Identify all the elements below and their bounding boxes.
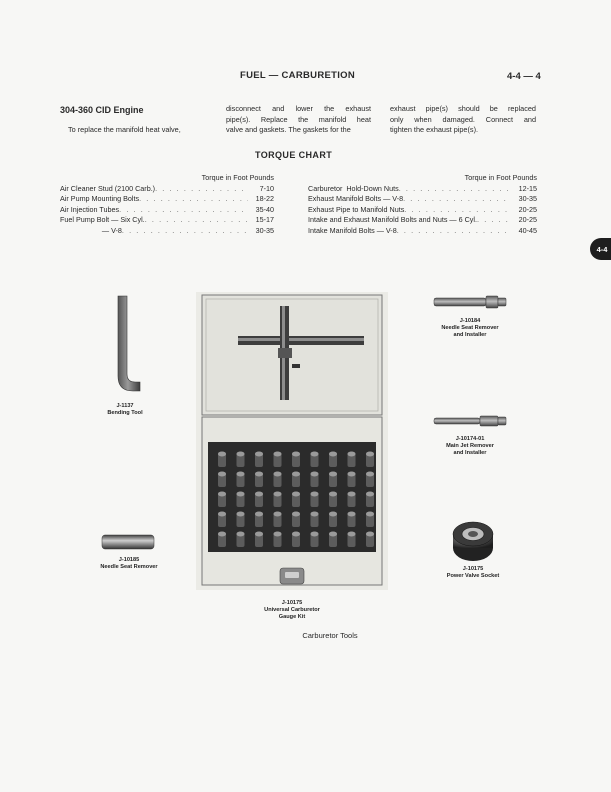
kit-jet-stud-top [366, 472, 374, 477]
main-jet-remover-image [432, 414, 508, 428]
leader-dots [477, 215, 511, 226]
kit-jet-stud-top [311, 452, 319, 457]
body-text-col2 [226, 104, 371, 136]
body-line: only when damaged. Connect and [390, 114, 536, 124]
leader-dots [119, 205, 248, 216]
kit-jet-stud-top [329, 472, 337, 477]
torque-row [308, 215, 537, 226]
tool-name: Bending Tool [107, 410, 143, 416]
torque-label: Air Injection Tubes [60, 204, 120, 214]
torque-value: 35-40 [255, 204, 274, 214]
kit-jet-stud-top [366, 452, 374, 457]
kit-jet-stud-top [218, 452, 226, 457]
needle-seat-remover-installer-image [432, 294, 508, 310]
bending-tool-image [100, 290, 150, 400]
leader-dots [139, 194, 248, 205]
kit-jet-stud-top [366, 532, 374, 537]
torque-value: 30-35 [255, 225, 274, 235]
leader-dots [145, 215, 248, 226]
kit-jet-stud-top [274, 512, 282, 517]
kit-jet-stud-top [255, 452, 263, 457]
kit-jet-stud-top [237, 532, 245, 537]
torque-chart-title: TORQUE CHART [255, 150, 333, 160]
kit-jet-stud-top [329, 452, 337, 457]
torque-value: 18-22 [255, 194, 274, 204]
power-valve-socket-caption [433, 566, 513, 580]
torque-table-right [308, 173, 537, 237]
tool-name: Universal Carburetor [264, 607, 320, 613]
kit-jet-stud-top [292, 472, 300, 477]
page-number: 4-4 — 4 [507, 71, 541, 82]
torque-value: 20-25 [518, 215, 537, 225]
tool-number: J-10175 [462, 566, 484, 572]
torque-label: Exhaust Pipe to Manifold Nuts [308, 204, 405, 214]
kit-jet-stud-top [366, 512, 374, 517]
torque-label: Air Cleaner Stud (2100 Carb.) [60, 183, 156, 193]
torque-row [60, 226, 274, 237]
torque-row [308, 226, 537, 237]
kit-jet-stud-top [218, 532, 226, 537]
tool-name: Power Valve Socket [446, 573, 500, 579]
tool-number: J-10174-01 [455, 436, 485, 442]
torque-unit-header: Torque in Foot Pounds [464, 173, 537, 182]
kit-jet-stud-top [218, 492, 226, 497]
kit-jet-stud-top [274, 532, 282, 537]
body-text-col1: To replace the manifold heat valve, [68, 125, 181, 134]
body-line: exhaust pipe(s) should be replaced [390, 104, 536, 113]
torque-row [308, 184, 537, 195]
kit-jet-stud-top [348, 492, 356, 497]
body-line: tighten the exhaust pipe(s). [390, 125, 479, 135]
tool-name: and Installer [453, 450, 487, 456]
torque-row [60, 205, 274, 216]
tool-name: Needle Seat Remover [100, 564, 158, 570]
kit-jet-stud-top [255, 472, 263, 477]
tool-name: Gauge Kit [278, 614, 306, 620]
torque-label: — V-8 [60, 225, 122, 235]
main-jet-remover-caption [430, 436, 510, 457]
kit-jet-stud-top [274, 472, 282, 477]
kit-jet-stud-top [274, 492, 282, 497]
leader-dots [399, 184, 511, 195]
torque-row [60, 184, 274, 195]
gauge-kit-case-image [196, 292, 388, 590]
needle-seat-remover-caption [92, 557, 166, 571]
torque-label: Intake and Exhaust Manifold Bolts and Nuts — 6 Cyl. [308, 215, 477, 225]
kit-jet-stud-top [348, 512, 356, 517]
torque-value: 30-35 [518, 194, 537, 204]
tool-name: Needle Seat Remover [441, 325, 499, 331]
torque-label: Fuel Pump Bolt — Six Cyl. [60, 215, 145, 225]
kit-jet-stud-top [329, 532, 337, 537]
power-valve-socket-image [450, 518, 496, 564]
tool-number: J-10184 [459, 318, 481, 324]
kit-jet-stud-top [218, 472, 226, 477]
tool-number: J-10175 [281, 600, 303, 606]
leader-dots [122, 226, 248, 237]
figure-caption: Carburetor Tools [302, 631, 358, 640]
torque-label: Carburetor Hold-Down Nuts [308, 183, 399, 193]
torque-label: Air Pump Mounting Bolts [60, 194, 140, 204]
torque-label: Exhaust Manifold Bolts — V-8 [308, 194, 404, 204]
bending-tool-caption [95, 403, 155, 417]
gauge-kit-caption [247, 600, 337, 621]
section-heading: 304-360 CID Engine [60, 105, 144, 115]
page-header-title: FUEL — CARBURETION [240, 70, 356, 81]
body-line: disconnect and lower the exhaust [226, 104, 371, 113]
body-text-col3 [390, 104, 536, 136]
kit-jet-stud-top [311, 532, 319, 537]
torque-value: 12-15 [518, 183, 537, 193]
body-line: pipe(s). Replace the manifold heat [226, 114, 371, 124]
kit-jet-stud-top [237, 512, 245, 517]
kit-jet-stud-top [348, 532, 356, 537]
torque-value: 7-10 [259, 183, 274, 193]
kit-jet-stud-top [237, 472, 245, 477]
kit-jet-stud-top [237, 492, 245, 497]
tool-name: and Installer [453, 332, 487, 338]
kit-jet-stud-top [311, 492, 319, 497]
torque-row [308, 194, 537, 205]
torque-unit-header: Torque in Foot Pounds [201, 173, 274, 182]
torque-row [308, 205, 537, 216]
kit-jet-stud-top [311, 512, 319, 517]
kit-jet-stud-top [348, 452, 356, 457]
kit-jet-stud-top [218, 512, 226, 517]
kit-jet-stud-top [274, 452, 282, 457]
kit-jet-stud-top [292, 532, 300, 537]
kit-jet-stud-top [255, 512, 263, 517]
torque-table-left [60, 173, 274, 237]
tool-number: J-1137 [116, 403, 134, 409]
kit-jet-stud-top [329, 492, 337, 497]
leader-dots [403, 194, 511, 205]
leader-dots [397, 226, 511, 237]
torque-value: 15-17 [255, 215, 274, 225]
tool-name: Main Jet Remover [446, 443, 494, 449]
kit-jet-stud-top [348, 472, 356, 477]
kit-jet-stud-top [255, 492, 263, 497]
leader-dots [155, 184, 248, 195]
leader-dots [404, 205, 511, 216]
kit-jet-stud-top [366, 492, 374, 497]
torque-value: 40-45 [518, 225, 537, 235]
chapter-side-tab: 4-4 [590, 238, 611, 260]
tool-number: J-10185 [118, 557, 140, 563]
needle-seat-remover-installer-caption [430, 318, 510, 339]
kit-jet-stud-top [237, 452, 245, 457]
kit-jet-stud-top [292, 512, 300, 517]
torque-value: 20-25 [518, 204, 537, 214]
kit-jet-stud-top [329, 512, 337, 517]
kit-jet-stud-top [311, 472, 319, 477]
kit-jet-stud-top [255, 532, 263, 537]
torque-label: Intake Manifold Bolts — V-8 [308, 225, 397, 235]
body-line: valve and gaskets. The gaskets for the [226, 125, 351, 135]
torque-row [60, 194, 274, 205]
kit-jet-stud-top [292, 492, 300, 497]
kit-jet-stud-top [292, 452, 300, 457]
needle-seat-remover-image [100, 533, 156, 551]
torque-row [60, 215, 274, 226]
